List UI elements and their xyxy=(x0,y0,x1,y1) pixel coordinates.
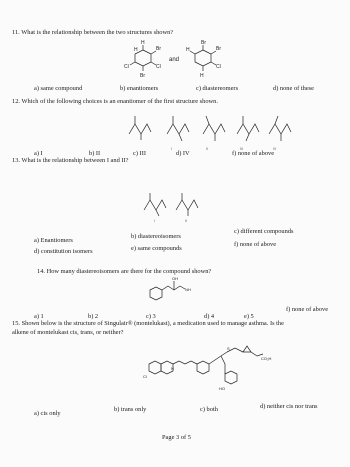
q13-question: 13. What is the relationship between I and II? xyxy=(12,157,129,164)
q14-question: 14. How many diastereoisomers are there for the compound shown? xyxy=(37,268,212,275)
q13-option-d[interactable]: d) constitution isomers xyxy=(34,248,93,255)
q11-s1-cl1: Cl xyxy=(156,64,161,70)
q12-option-d[interactable]: d) IV xyxy=(176,150,190,157)
q12-option-c[interactable]: c) III xyxy=(133,150,146,157)
q12-structure-III xyxy=(237,116,259,141)
q11-structure-2 xyxy=(190,45,216,71)
q12-option-f[interactable]: f) none of above xyxy=(232,150,275,157)
q12-option-b[interactable]: b) II xyxy=(89,150,101,157)
q12-structures xyxy=(125,110,295,152)
q11-and: and xyxy=(169,57,180,63)
q13-option-e[interactable]: e) same compounds xyxy=(131,245,182,252)
q11-s1-br1: Br xyxy=(156,46,161,52)
q11-s2-cl: Cl xyxy=(216,64,221,70)
q13-structures xyxy=(140,188,230,224)
q11-s2-br1: Br xyxy=(201,40,206,46)
q14-nh: NH xyxy=(185,287,191,292)
q12-label-III: III xyxy=(240,147,243,151)
q11-option-b[interactable]: b) enantiomers xyxy=(120,85,159,92)
q14-option-b[interactable]: b) 2 xyxy=(88,313,99,320)
q14-option-e[interactable]: e) 5 xyxy=(244,313,254,320)
q11-option-a[interactable]: a) same compound xyxy=(34,85,83,92)
q11-s1-h: H xyxy=(134,47,138,53)
q12-structure-I xyxy=(167,116,189,141)
q13-label-I: I xyxy=(154,219,155,223)
q13-structure-I xyxy=(144,193,166,216)
q13-option-a[interactable]: a) Enantiomers xyxy=(34,237,73,244)
q11-s2-h: H xyxy=(186,47,190,53)
q15-option-a[interactable]: a) cis only xyxy=(34,410,61,417)
q14-ring xyxy=(150,281,185,300)
q11-question: 11. What is the relationship between the two structures shown? xyxy=(12,29,174,36)
q12-ref-structure xyxy=(129,116,151,140)
q12-label-I: I xyxy=(171,147,172,151)
q11-structures xyxy=(125,38,225,84)
q11-s2-h2: H xyxy=(200,73,204,79)
q15-s: S xyxy=(227,346,230,351)
q15-co2h: CO₂H xyxy=(261,356,272,361)
q12-structure-IV xyxy=(269,116,291,141)
q14-option-d[interactable]: d) 4 xyxy=(204,313,215,320)
q13-option-f[interactable]: f) none of above xyxy=(234,241,277,248)
q15-n: N xyxy=(171,366,174,371)
q15-ho: HO xyxy=(219,386,225,391)
q13-option-c[interactable]: c) different compounds xyxy=(234,228,294,235)
q12-option-a[interactable]: a) I xyxy=(34,150,43,157)
q11-s1-h2: H xyxy=(141,40,145,46)
q13-structure-II xyxy=(176,193,198,216)
q14-oh: OH xyxy=(172,276,178,281)
q14-option-c[interactable]: c) 3 xyxy=(146,313,156,320)
q11-s1-cl2: Cl xyxy=(124,64,129,70)
q15-option-d[interactable]: d) neither cis nor trans xyxy=(260,403,318,410)
q15-cl: Cl xyxy=(143,374,147,379)
q12-label-II: II xyxy=(206,147,208,151)
q14-option-f[interactable]: f) none of above xyxy=(286,306,329,313)
q11-s2-br2: Br xyxy=(216,46,221,52)
q11-option-c[interactable]: c) diastereomers xyxy=(196,85,239,92)
q12-structure-II xyxy=(203,116,225,141)
q15-option-b[interactable]: b) trans only xyxy=(114,406,147,413)
q12-question: 12. Which of the following choices is an enantiomer of the first structure shown. xyxy=(12,98,218,105)
q11-s1-br2: Br xyxy=(140,73,145,79)
q14-structure xyxy=(140,274,210,308)
page-number: Page 3 of 5 xyxy=(162,434,191,441)
q15-question-line2: alkene of montelukast cis, trans, or neither? xyxy=(12,329,124,336)
q15-structure xyxy=(143,334,283,394)
q12-label-IV: IV xyxy=(273,147,277,151)
q13-option-b[interactable]: b) diastereoisomers xyxy=(131,233,181,240)
q14-option-a[interactable]: a) 1 xyxy=(34,313,44,320)
q15-montelukast xyxy=(149,346,263,384)
q15-question-line1: 15. Shown below is the structure of Singulair® (montelukast), a medication used to manage asthma. Is the xyxy=(12,320,284,327)
q13-label-II: II xyxy=(185,219,187,223)
q11-option-d[interactable]: d) none of these xyxy=(273,85,314,92)
q15-option-c[interactable]: c) both xyxy=(200,406,218,413)
